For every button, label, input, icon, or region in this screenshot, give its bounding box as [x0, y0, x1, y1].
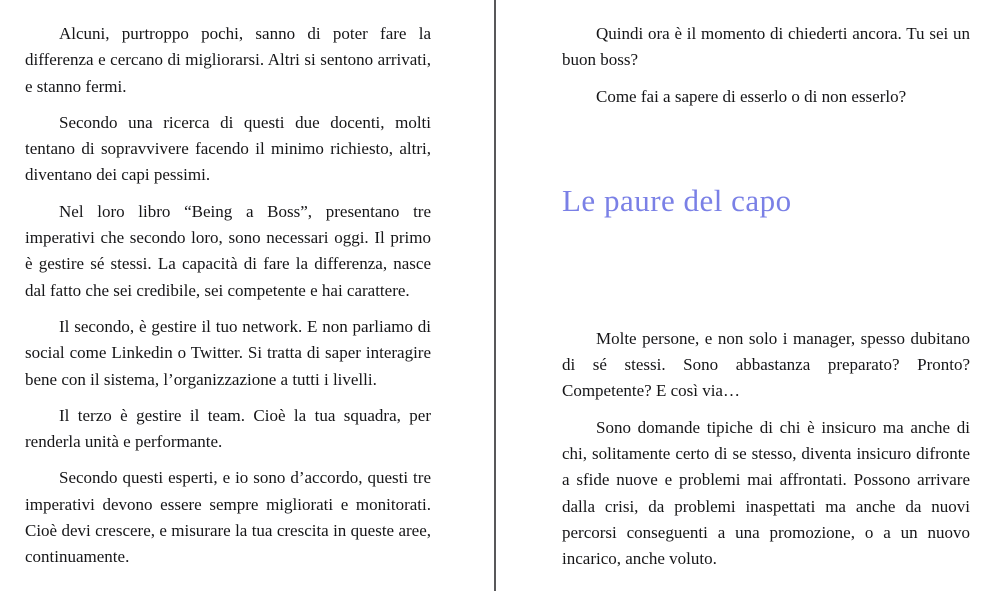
paragraph: Molte persone, e non solo i manager, spesso dubitano di sé stessi. Sono abbastanza preparato? Pronto? Competente? E così via…	[562, 328, 970, 401]
paragraph: Nel loro libro “Being a Boss”, presentano tre imperativi che secondo loro, sono necessari oggi. Il primo è gestire sé stessi. La capacità di fare la differenza, nasce dal fatto che sei credibile, sei competente e hai carattere.	[25, 201, 431, 300]
paragraph: Il terzo è gestire il team. Cioè la tua squadra, per renderla unità e performante.	[25, 405, 431, 452]
paragraph: Come fai a sapere di esserlo o di non esserlo?	[596, 86, 907, 106]
paragraph: Secondo questi esperti, e io sono d’accordo, questi tre imperativi devono essere sempre migliorati e monitorati. Cioè devi crescere, e misurare la tua crescita in queste aree, continuamente.	[25, 468, 431, 567]
page-left	[25, 21, 431, 581]
paragraph: Alcuni, purtroppo pochi, sanno di poter fare la differenza e cercano di migliorarsi. Altri si sentono arrivati, e stanno fermi.	[25, 24, 431, 96]
paragraph: Sono domande tipiche di chi è insicuro ma anche di chi, solitamente certo di se stesso, diventa insicuro difronte a sfide nuove e problemi mai affrontati. Possono arrivare dalla crisi, da problemi inaspettati ma anche da nuovi percorsi conseguenti a una promozione, o a un nuovo incarico, anche voluto.	[562, 417, 970, 569]
paragraph: Quindi ora è il momento di chiederti ancora. Tu sei un buon boss?	[562, 24, 970, 70]
page-right	[562, 21, 970, 583]
paragraph: Il secondo, è gestire il tuo network. E non parliamo di social come Linkedin o Twitter. Si tratta di saper interagire bene con il sistema, l’organizzazione a tutti i livelli.	[25, 316, 431, 389]
paragraph: Secondo una ricerca di questi due docenti, molti tentano di sopravvivere facendo il minimo richiesto, altri, diventano dei capi pessimi.	[25, 112, 431, 185]
page-divider	[494, 0, 496, 591]
chapter-heading: Le paure del capo	[562, 182, 792, 218]
